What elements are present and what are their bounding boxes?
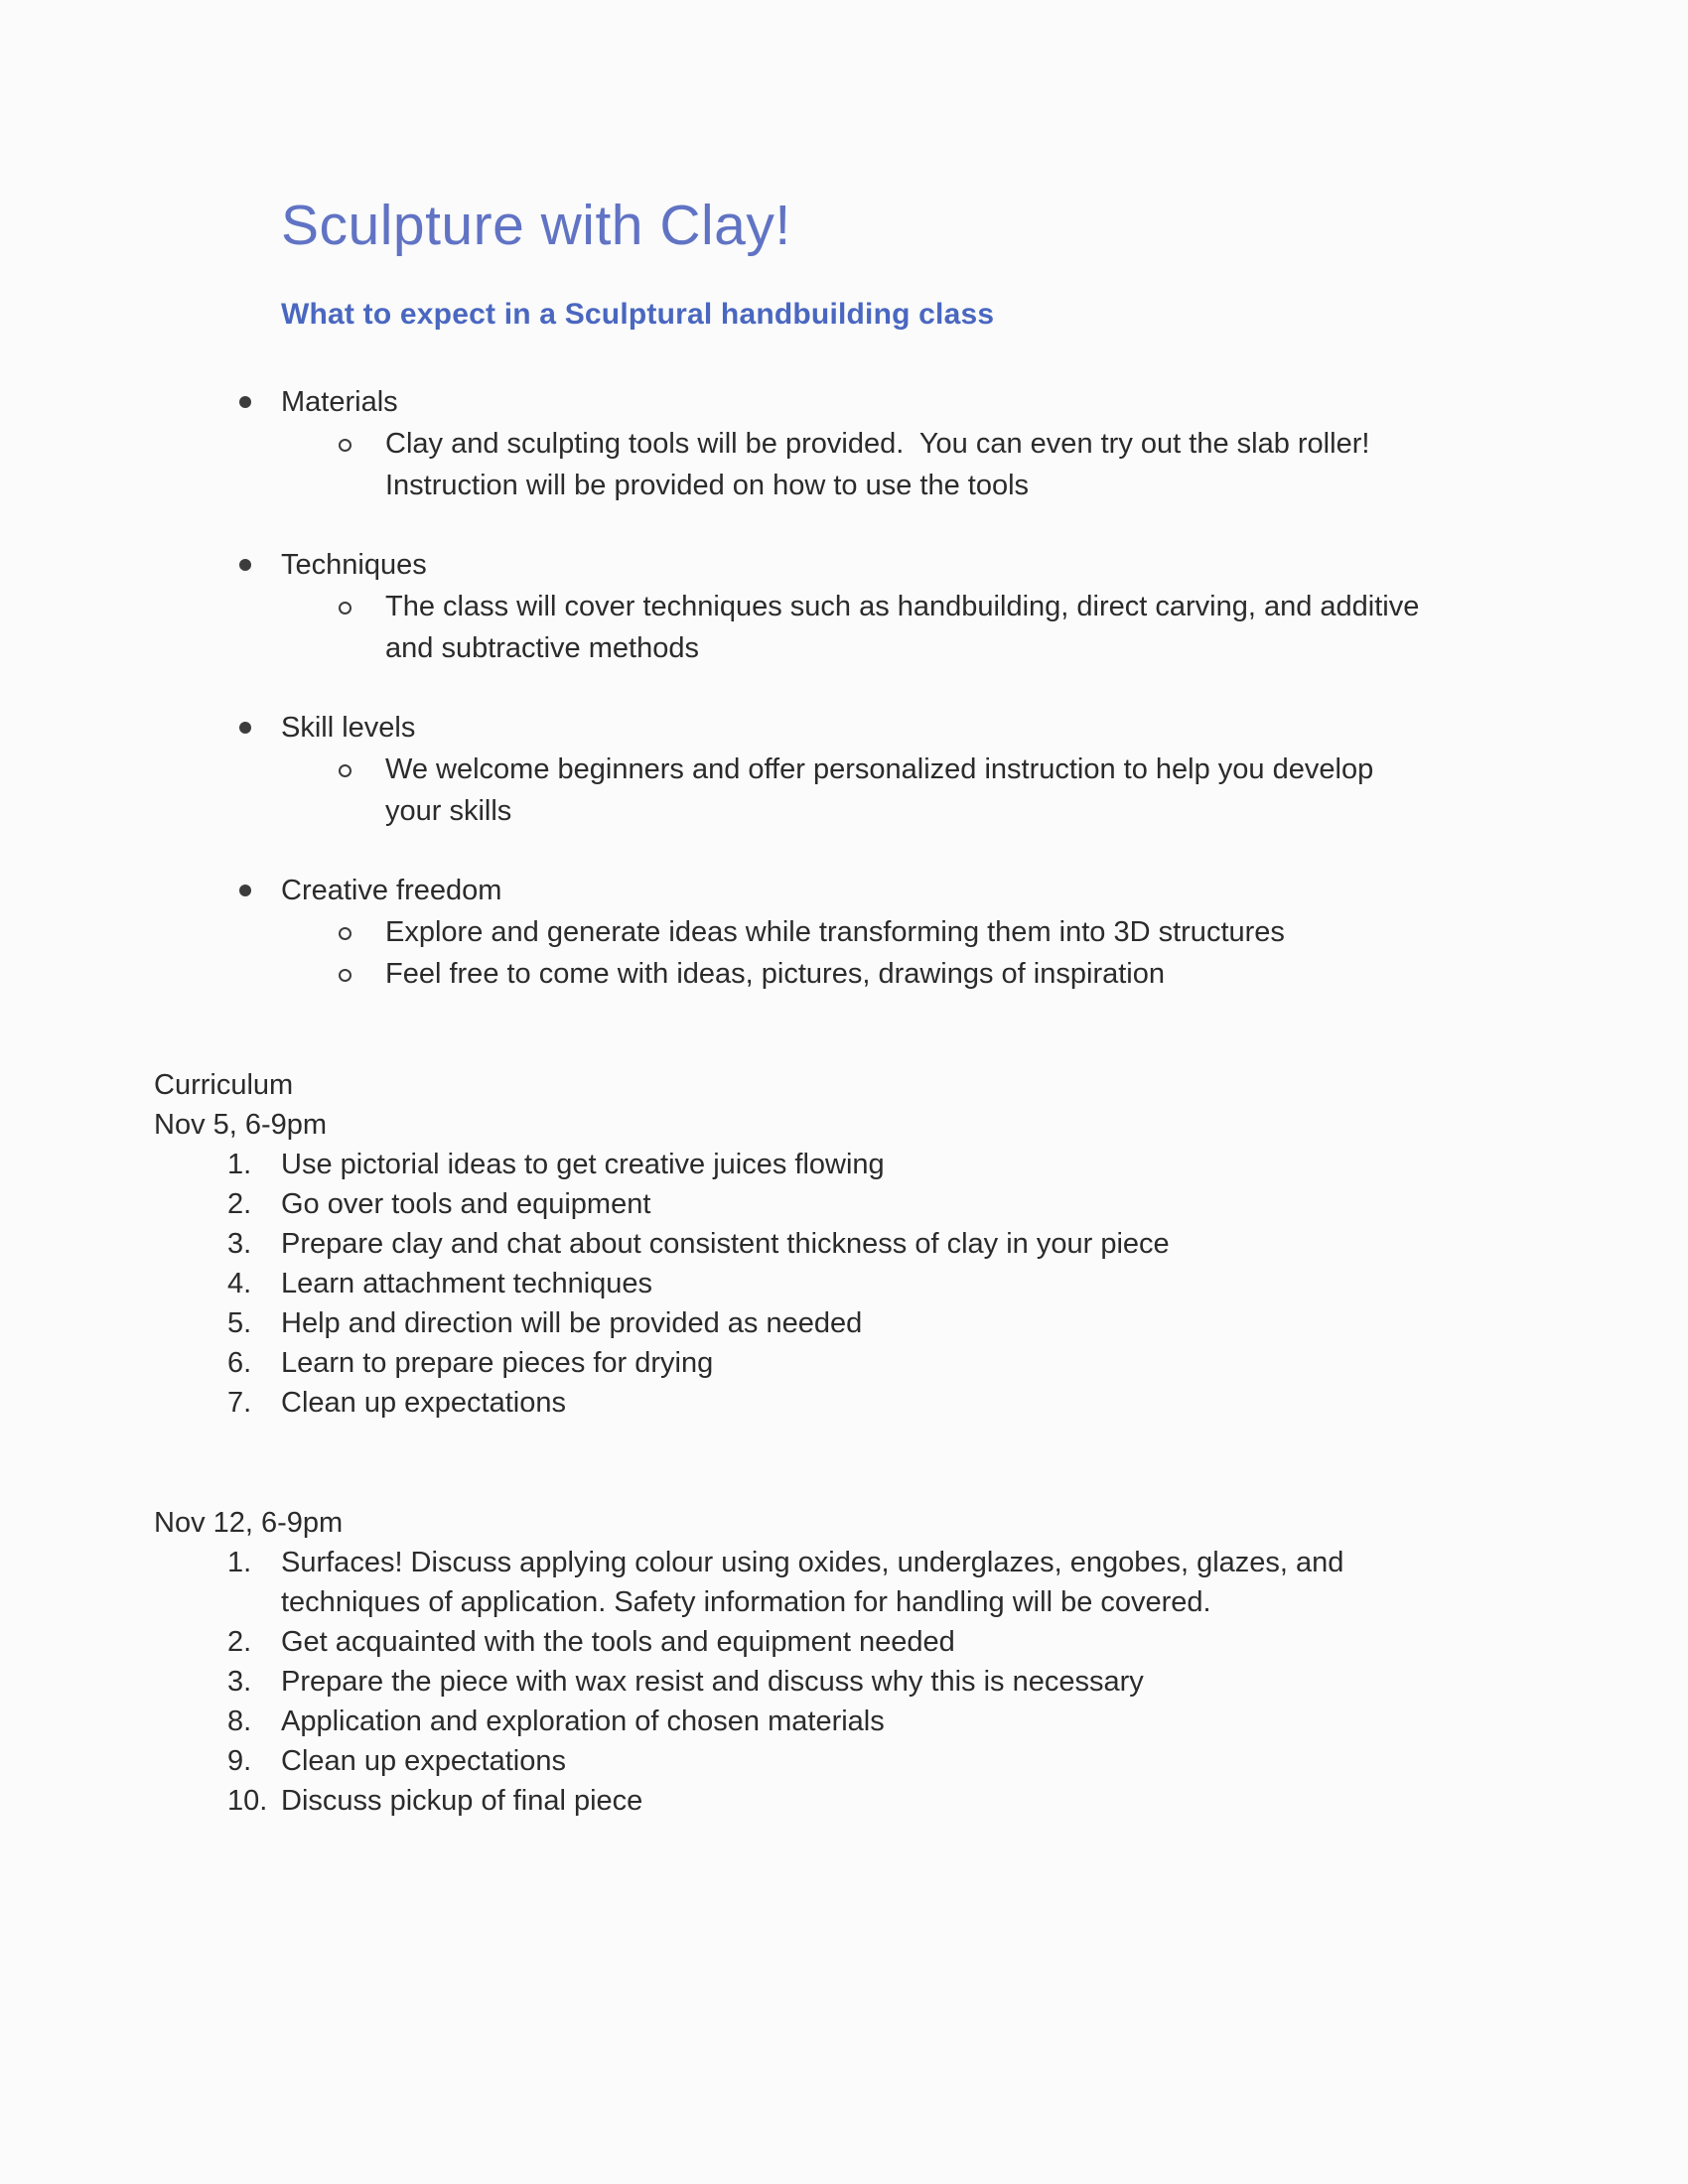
list-item (154, 1741, 1628, 1781)
sub-bullet-text: your skills (385, 795, 512, 827)
list-item (154, 1543, 1628, 1622)
bullet-item (154, 870, 1628, 911)
curriculum-heading: Curriculum (154, 1069, 294, 1101)
list-item-text: Application and exploration of chosen materials (281, 1706, 885, 1737)
sub-bullet-item (154, 586, 1628, 669)
list-number: 8. (227, 1706, 252, 1737)
list-item (154, 1662, 1628, 1702)
sub-bullet-item (154, 911, 1628, 953)
list-item-text: Learn to prepare pieces for drying (281, 1347, 714, 1379)
page-subtitle: What to expect in a Sculptural handbuilding class (281, 298, 995, 331)
list-item (154, 1383, 1628, 1423)
list-number: 2. (227, 1626, 252, 1658)
list-number: 4. (227, 1268, 252, 1299)
list-item (154, 1622, 1628, 1662)
list-number: 6. (227, 1347, 252, 1379)
bullet-circle-icon (339, 602, 352, 614)
bullet-dot-icon (239, 885, 251, 896)
sub-bullet-text: Clay and sculpting tools will be provided. You can even try out the slab roller! (385, 428, 1370, 460)
list-number: 5. (227, 1307, 252, 1339)
sub-bullet-text: and subtractive methods (385, 632, 699, 664)
list-number: 1. (227, 1149, 252, 1180)
list-item (154, 1184, 1628, 1224)
section-materials (154, 381, 1628, 506)
session-2-list (154, 1543, 1628, 1821)
sub-bullet-text: We welcome beginners and offer personalized instruction to help you develop (385, 753, 1374, 785)
bullet-item (154, 381, 1628, 423)
sub-bullet-text: Instruction will be provided on how to use the tools (385, 470, 1030, 501)
session-1-list (154, 1145, 1628, 1423)
bullet-dot-icon (239, 559, 251, 571)
list-item-text: Surfaces! Discuss applying colour using oxides, underglazes, engobes, glazes, and (281, 1547, 1344, 1578)
list-item-text: Discuss pickup of final piece (281, 1785, 643, 1817)
list-item (154, 1702, 1628, 1741)
bullet-dot-icon (239, 396, 251, 408)
section-creative-freedom (154, 870, 1628, 995)
sub-bullet-text: The class will cover techniques such as handbuilding, direct carving, and additive (385, 591, 1420, 622)
list-item-text: Get acquainted with the tools and equipment needed (281, 1626, 955, 1658)
bullet-dot-icon (239, 722, 251, 734)
session-date: Nov 5, 6-9pm (154, 1109, 328, 1141)
section-heading: Materials (281, 386, 398, 418)
list-item-text: Clean up expectations (281, 1387, 566, 1419)
list-item-text: Clean up expectations (281, 1745, 566, 1777)
list-item (154, 1781, 1628, 1821)
bullet-item (154, 544, 1628, 586)
bullet-circle-icon (339, 764, 352, 777)
section-techniques (154, 544, 1628, 669)
list-number: 3. (227, 1666, 252, 1698)
sub-bullet-item (154, 953, 1628, 995)
page-title: Sculpture with Clay! (281, 194, 791, 257)
sub-bullet-item (154, 423, 1628, 506)
list-item-text: techniques of application. Safety information for handling will be covered. (281, 1586, 1211, 1618)
list-number: 2. (227, 1188, 252, 1220)
sub-bullet-text: Feel free to come with ideas, pictures, drawings of inspiration (385, 958, 1165, 990)
list-item (154, 1343, 1628, 1383)
list-item-text: Go over tools and equipment (281, 1188, 651, 1220)
bullet-circle-icon (339, 969, 352, 982)
intro-bullet-list (154, 381, 1628, 995)
list-number: 3. (227, 1228, 252, 1260)
list-item (154, 1224, 1628, 1264)
bullet-circle-icon (339, 439, 352, 452)
list-number: 1. (227, 1547, 252, 1578)
list-number: 10. (227, 1785, 268, 1817)
section-heading: Techniques (281, 549, 427, 581)
section-heading: Creative freedom (281, 875, 502, 906)
sub-bullet-item (154, 749, 1628, 832)
bullet-circle-icon (339, 927, 352, 940)
section-skill-levels (154, 707, 1628, 832)
list-item-text: Learn attachment techniques (281, 1268, 653, 1299)
list-item (154, 1303, 1628, 1343)
list-item (154, 1264, 1628, 1303)
list-item-text: Help and direction will be provided as needed (281, 1307, 863, 1339)
bullet-item (154, 707, 1628, 749)
list-item-text: Use pictorial ideas to get creative juices flowing (281, 1149, 885, 1180)
list-item-text: Prepare the piece with wax resist and discuss why this is necessary (281, 1666, 1144, 1698)
list-number: 7. (227, 1387, 252, 1419)
list-item (154, 1145, 1628, 1184)
session-date: Nov 12, 6-9pm (154, 1507, 344, 1539)
list-number: 9. (227, 1745, 252, 1777)
list-item-text: Prepare clay and chat about consistent thickness of clay in your piece (281, 1228, 1170, 1260)
sub-bullet-text: Explore and generate ideas while transforming them into 3D structures (385, 916, 1285, 948)
section-heading: Skill levels (281, 712, 416, 744)
